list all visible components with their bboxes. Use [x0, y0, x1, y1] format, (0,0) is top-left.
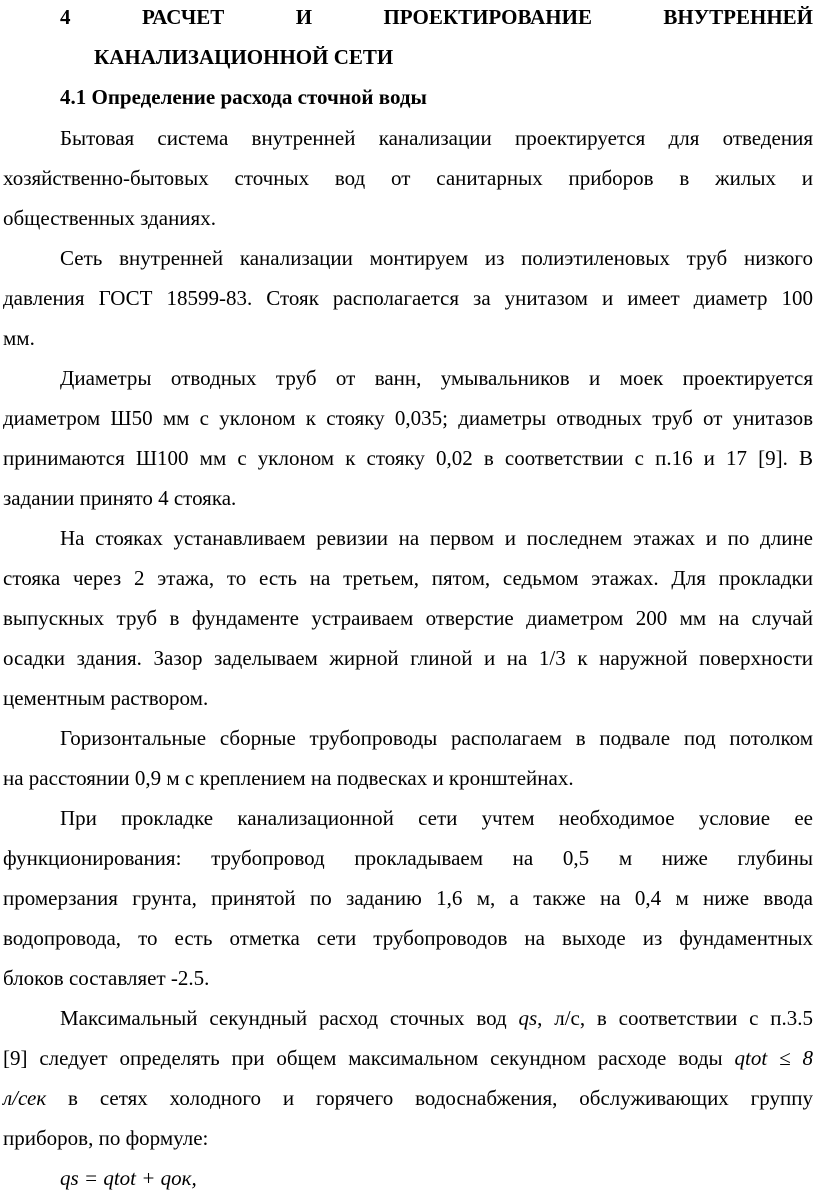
text-fragment: [9] следует определять при общем максимальном секундном расходе воды: [3, 1046, 735, 1070]
paragraph-line: Бытовая система внутренней канализации проектируется для отведения: [60, 126, 813, 150]
paragraph-line: хозяйственно-бытовых сточных вод от санитарных приборов в жилых и: [3, 166, 813, 190]
paragraph-line: принимаются Ш100 мм с уклоном к стояку 0,02 в соответствии с п.16 и 17 [9]. В: [3, 446, 813, 470]
paragraph-line: На стояках устанавливаем ревизии на первом и последнем этажах и по длине: [60, 526, 813, 550]
paragraph-line: на расстоянии 0,9 м с креплением на подвесках и кронштейнах.: [3, 766, 574, 790]
paragraph-line: водопровода, то есть отметка сети трубопроводов на выходе из фундаментных: [3, 926, 813, 950]
chapter-heading-line-2: КАНАЛИЗАЦИОННОЙ СЕТИ: [94, 45, 394, 69]
paragraph-line: цементным раствором.: [3, 686, 209, 710]
paragraph-line: Сеть внутренней канализации монтируем из полиэтиленовых труб низкого: [60, 246, 813, 270]
paragraph-line: [3, 1045, 813, 1071]
paragraph-line: диаметром Ш50 мм с уклоном к стояку 0,035; диаметры отводных труб от унитазов: [3, 406, 813, 430]
chapter-title-part-1: РАСЧЕТ И ПРОЕКТИРОВАНИЕ ВНУТРЕННЕЙ: [141, 5, 814, 29]
text-fragment: , л/с, в соответствии с п.3.5: [537, 1006, 813, 1030]
paragraph-line: приборов, по формуле:: [3, 1126, 209, 1150]
paragraph-line: осадки здания. Зазор заделываем жирной глиной и на 1/3 к наружной поверхности: [3, 646, 813, 670]
paragraph-line: давления ГОСТ 18599-83. Стояк располагается за унитазом и имеет диаметр 100: [3, 286, 813, 310]
variable-qs: qs: [518, 1006, 538, 1030]
text-fragment: Максимальный секундный расход сточных вод: [60, 1006, 519, 1030]
paragraph-line: При прокладке канализационной сети учтем необходимое условие ее: [60, 806, 813, 830]
paragraph-line: общественных зданиях.: [3, 206, 216, 230]
chapter-number: 4: [60, 5, 71, 29]
formula: qs = qtot + qок,: [60, 1166, 197, 1190]
paragraph-line: мм.: [3, 326, 35, 350]
paragraph-line: задании принято 4 стояка.: [3, 486, 237, 510]
text-fragment: в сетях холодного и горячего водоснабжения, обслуживающих группу: [46, 1086, 813, 1110]
paragraph-line: [3, 1085, 813, 1111]
paragraph-line: промерзания грунта, принятой по заданию 1,6 м, а также на 0,4 м ниже ввода: [3, 886, 813, 910]
paragraph-line: Горизонтальные сборные трубопроводы располагаем в подвале под потолком: [60, 726, 813, 750]
paragraph-line: стояка через 2 этажа, то есть на третьем, пятом, седьмом этажах. Для прокладки: [3, 566, 813, 590]
paragraph-line: блоков составляет -2.5.: [3, 966, 210, 990]
variable-qtot: qtot ≤ 8: [734, 1046, 813, 1070]
paragraph-line: Диаметры отводных труб от ванн, умывальников и моек проектируется: [60, 366, 813, 390]
paragraph-line: [60, 1005, 813, 1031]
section-heading: 4.1 Определение расхода сточной воды: [60, 85, 427, 109]
paragraph-line: выпускных труб в фундаменте устраиваем отверстие диаметром 200 мм на случай: [3, 606, 813, 630]
unit-l-per-sec: л/сек: [3, 1086, 47, 1110]
paragraph-line: функционирования: трубопровод прокладываем на 0,5 м ниже глубины: [3, 846, 813, 870]
chapter-heading-line-1: [60, 4, 813, 30]
